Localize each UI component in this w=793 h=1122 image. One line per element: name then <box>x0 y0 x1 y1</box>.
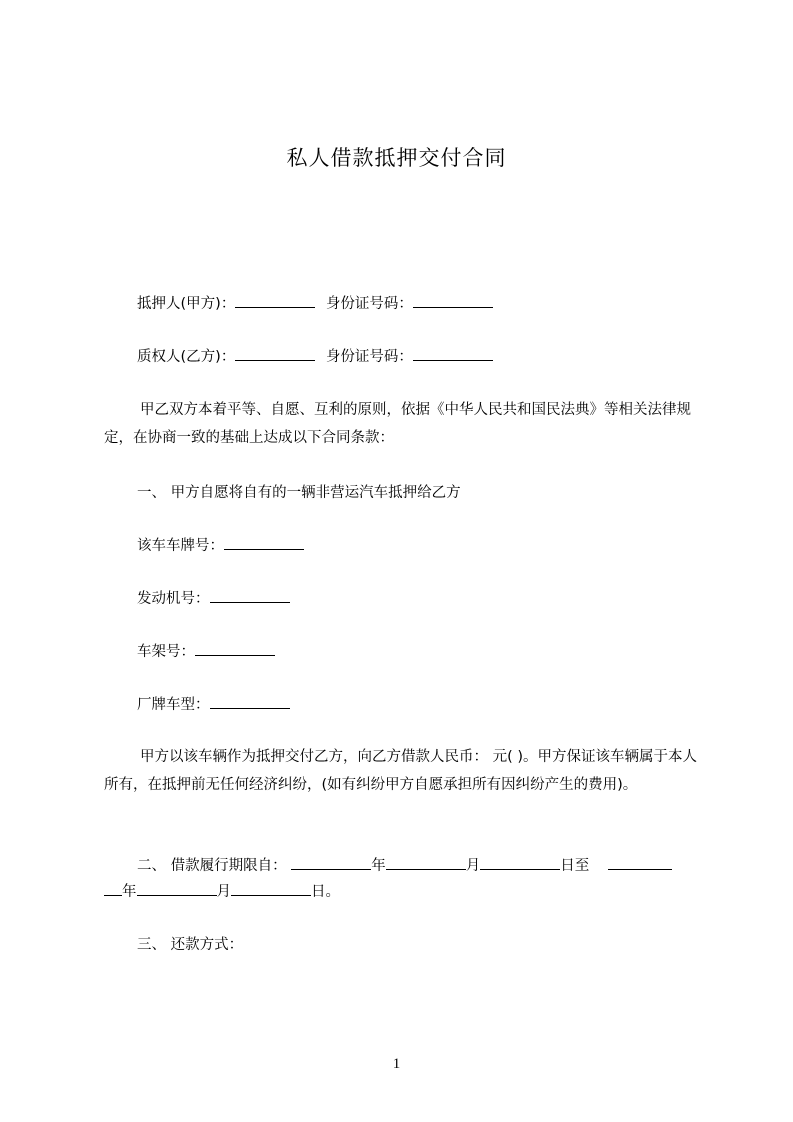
end-day-blank <box>231 881 311 896</box>
start-year-label: 年 <box>371 858 386 874</box>
end-year-blank-b <box>104 881 122 896</box>
pledgee-line <box>137 345 493 366</box>
model-label: 厂牌车型： <box>137 697 210 713</box>
end-month-blank <box>137 881 217 896</box>
start-day-label: 日至 <box>560 858 590 874</box>
end-day-label: 日。 <box>311 884 340 900</box>
pledgor-line <box>137 292 493 313</box>
end-month-label: 月 <box>216 884 231 900</box>
loan-paragraph <box>104 743 704 799</box>
clause-2-heading: 二、 借款履行期限自： <box>137 858 287 874</box>
contract-title: 私人借款抵押交付合同 <box>286 146 507 170</box>
pledgor-label: 抵押人(甲方)： <box>137 296 236 312</box>
clause-1-heading: 一、 甲方自愿将自有的一辆非营运汽车抵押给乙方 <box>137 485 461 501</box>
clause-2-continued <box>104 880 340 901</box>
engine-blank <box>210 588 290 603</box>
pledgor-name-blank <box>235 293 315 308</box>
plate-blank <box>224 535 304 550</box>
pledgee-label: 质权人(乙方)： <box>137 349 236 365</box>
end-year-label: 年 <box>122 884 137 900</box>
start-day-blank <box>480 855 560 870</box>
end-year-blank-a <box>608 855 672 870</box>
start-month-label: 月 <box>465 858 481 874</box>
frame-label: 车架号： <box>137 644 195 660</box>
pledgee-id-label: 身份证号码： <box>325 349 413 365</box>
start-month-blank <box>386 855 466 870</box>
clause-2 <box>137 852 707 880</box>
plate-line <box>137 534 304 555</box>
plate-label: 该车车牌号： <box>137 538 224 554</box>
page-number: 1 <box>392 1056 401 1072</box>
model-blank <box>210 694 290 709</box>
engine-line <box>137 587 290 608</box>
clause-3-heading: 三、 还款方式： <box>137 937 244 953</box>
pledgee-name-blank <box>235 346 315 361</box>
pledgor-id-blank <box>413 293 493 308</box>
loan-text: 甲方以该车辆作为抵押交付乙方，向乙方借款人民币： 元( )。甲方保证该车辆属于本人所有，在抵押前无任何经济纠纷，(如有纠纷甲方自愿承担所有因纠纷产生的费用)。 <box>104 749 698 793</box>
intro-text: 甲乙双方本着平等、自愿、互利的原则，依据《中华人民共和国民法典》等相关法律规定，在协商一致的基础上达成以下合同条款： <box>104 402 691 446</box>
intro-paragraph <box>104 396 704 452</box>
frame-blank <box>195 641 275 656</box>
model-line <box>137 693 290 714</box>
engine-label: 发动机号： <box>137 591 210 607</box>
frame-line <box>137 640 275 661</box>
start-year-blank <box>291 855 371 870</box>
pledgee-id-blank <box>413 346 493 361</box>
pledgor-id-label: 身份证号码： <box>325 296 413 312</box>
